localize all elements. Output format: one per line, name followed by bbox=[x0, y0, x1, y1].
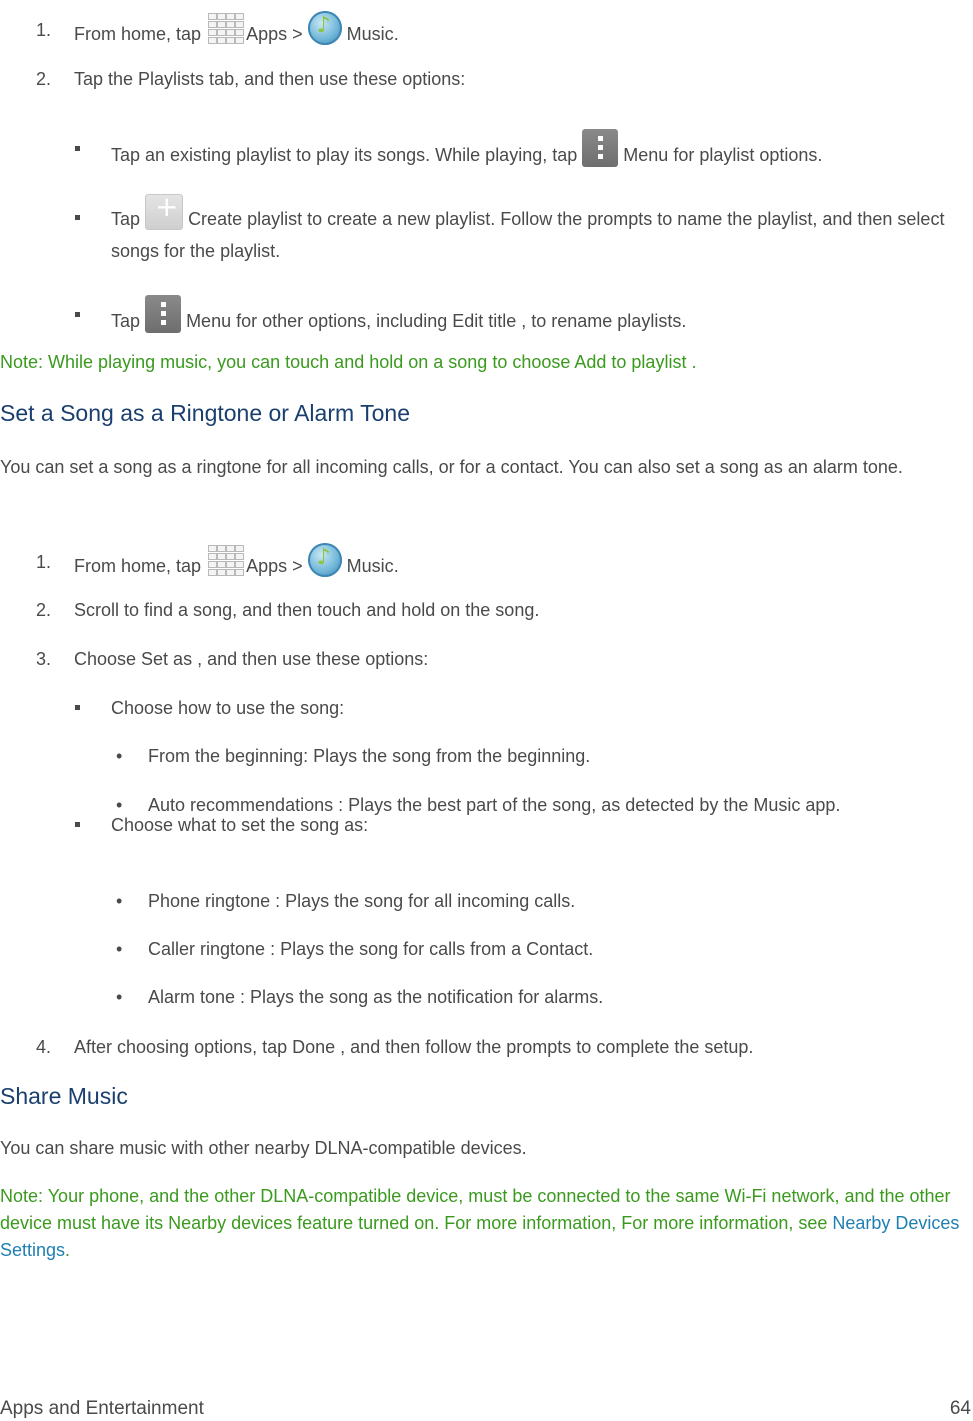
music-icon: ♪ bbox=[308, 543, 342, 577]
step-number: 1. bbox=[36, 20, 52, 40]
note bbox=[0, 1183, 968, 1264]
dot-text: Phone ringtone : Plays the song for all incoming calls. bbox=[148, 891, 576, 911]
note-label: Note: bbox=[0, 352, 44, 372]
bullet-text: Menu for other options, including Edit title , to rename playlists. bbox=[186, 310, 687, 331]
dot-bullet: • bbox=[116, 795, 123, 815]
bullet-text: Tap bbox=[111, 208, 141, 229]
bullet bbox=[75, 312, 80, 317]
step-text: Scroll to find a song, and then touch and hold on the song. bbox=[74, 600, 540, 620]
dot-text: Auto recommendations : Plays the best part of the song, as detected by the Music app. bbox=[148, 795, 841, 815]
music-label: Music bbox=[346, 555, 394, 576]
separator: > bbox=[292, 555, 303, 576]
apps-grid-icon bbox=[206, 11, 242, 45]
page-number: 64 bbox=[949, 1398, 971, 1419]
dot-text: Caller ringtone : Plays the song for calls from a Contact. bbox=[148, 939, 594, 959]
bullet-text: Create playlist to create a new playlist. Follow the prompts to name the playlist, and then select songs for the playlist. bbox=[111, 208, 945, 261]
period: . bbox=[65, 1240, 71, 1260]
music-label: Music bbox=[346, 23, 394, 44]
bullet-item bbox=[111, 190, 956, 265]
dot-bullet: • bbox=[116, 987, 123, 1007]
footer-section-title: Apps and Entertainment bbox=[0, 1398, 204, 1419]
step-number: 3. bbox=[36, 649, 52, 669]
dot-bullet: • bbox=[116, 746, 123, 766]
bullet-text: Tap an existing playlist to play its songs. While playing, tap bbox=[111, 144, 578, 165]
step-text: Choose Set as , and then use these options: bbox=[74, 649, 429, 669]
note-label: Note bbox=[0, 1186, 39, 1206]
menu-icon bbox=[145, 295, 181, 333]
step-text: From home, tap bbox=[74, 555, 202, 576]
bullet bbox=[75, 705, 80, 710]
step-text: From home, tap bbox=[74, 23, 202, 44]
note bbox=[0, 350, 696, 374]
apps-label: Apps bbox=[246, 555, 288, 576]
bullet bbox=[75, 215, 80, 220]
section-intro: You can set a song as a ringtone for all incoming calls, or for a contact. You can also set a song as an alarm tone. bbox=[0, 457, 903, 477]
bullet-item bbox=[111, 303, 686, 341]
bullet bbox=[75, 146, 80, 151]
period: . bbox=[393, 555, 399, 576]
bullet-text: Tap bbox=[111, 310, 141, 331]
bullet-item: Choose how to use the song: bbox=[111, 698, 345, 718]
section-heading: Share Music bbox=[0, 1083, 128, 1109]
apps-label: Apps bbox=[246, 23, 288, 44]
step-text: Tap the Playlists tab, and then use these options: bbox=[74, 69, 466, 89]
plus-icon: + bbox=[145, 194, 183, 230]
dot-text: Alarm tone : Plays the song as the notification for alarms. bbox=[148, 987, 604, 1007]
period: . bbox=[393, 23, 399, 44]
bullet-item bbox=[111, 137, 822, 175]
bullet-text: for playlist options. bbox=[673, 144, 823, 165]
dot-bullet: • bbox=[116, 891, 123, 911]
apps-grid-icon bbox=[206, 543, 242, 577]
step-text: After choosing options, tap Done , and then follow the prompts to complete the setup. bbox=[74, 1037, 754, 1057]
nearby-devices-settings-link[interactable]: Nearby Devices Settings bbox=[0, 1213, 960, 1260]
separator: > bbox=[292, 23, 303, 44]
menu-icon bbox=[582, 129, 618, 167]
step-number: 2. bbox=[36, 69, 52, 89]
music-icon: ♪ bbox=[308, 11, 342, 45]
note-text: : Your phone, and the other DLNA-compatible device, must be connected to the same Wi-Fi network, and the other device must have its Nearby devices feature turned on. For more information, For more information, see bbox=[0, 1186, 951, 1233]
bullet-item: Choose what to set the song as: bbox=[111, 815, 369, 835]
menu-label: Menu bbox=[623, 144, 669, 165]
step-number: 1. bbox=[36, 552, 52, 572]
section-heading: Set a Song as a Ringtone or Alarm Tone bbox=[0, 400, 411, 426]
step-number: 4. bbox=[36, 1037, 52, 1057]
dot-bullet: • bbox=[116, 939, 123, 959]
dot-text: From the beginning: Plays the song from the beginning. bbox=[148, 746, 591, 766]
step-number: 2. bbox=[36, 600, 52, 620]
note-text: While playing music, you can touch and hold on a song to choose Add to playlist . bbox=[48, 352, 697, 372]
bullet bbox=[75, 822, 80, 827]
section-intro: You can share music with other nearby DLNA-compatible devices. bbox=[0, 1138, 527, 1158]
